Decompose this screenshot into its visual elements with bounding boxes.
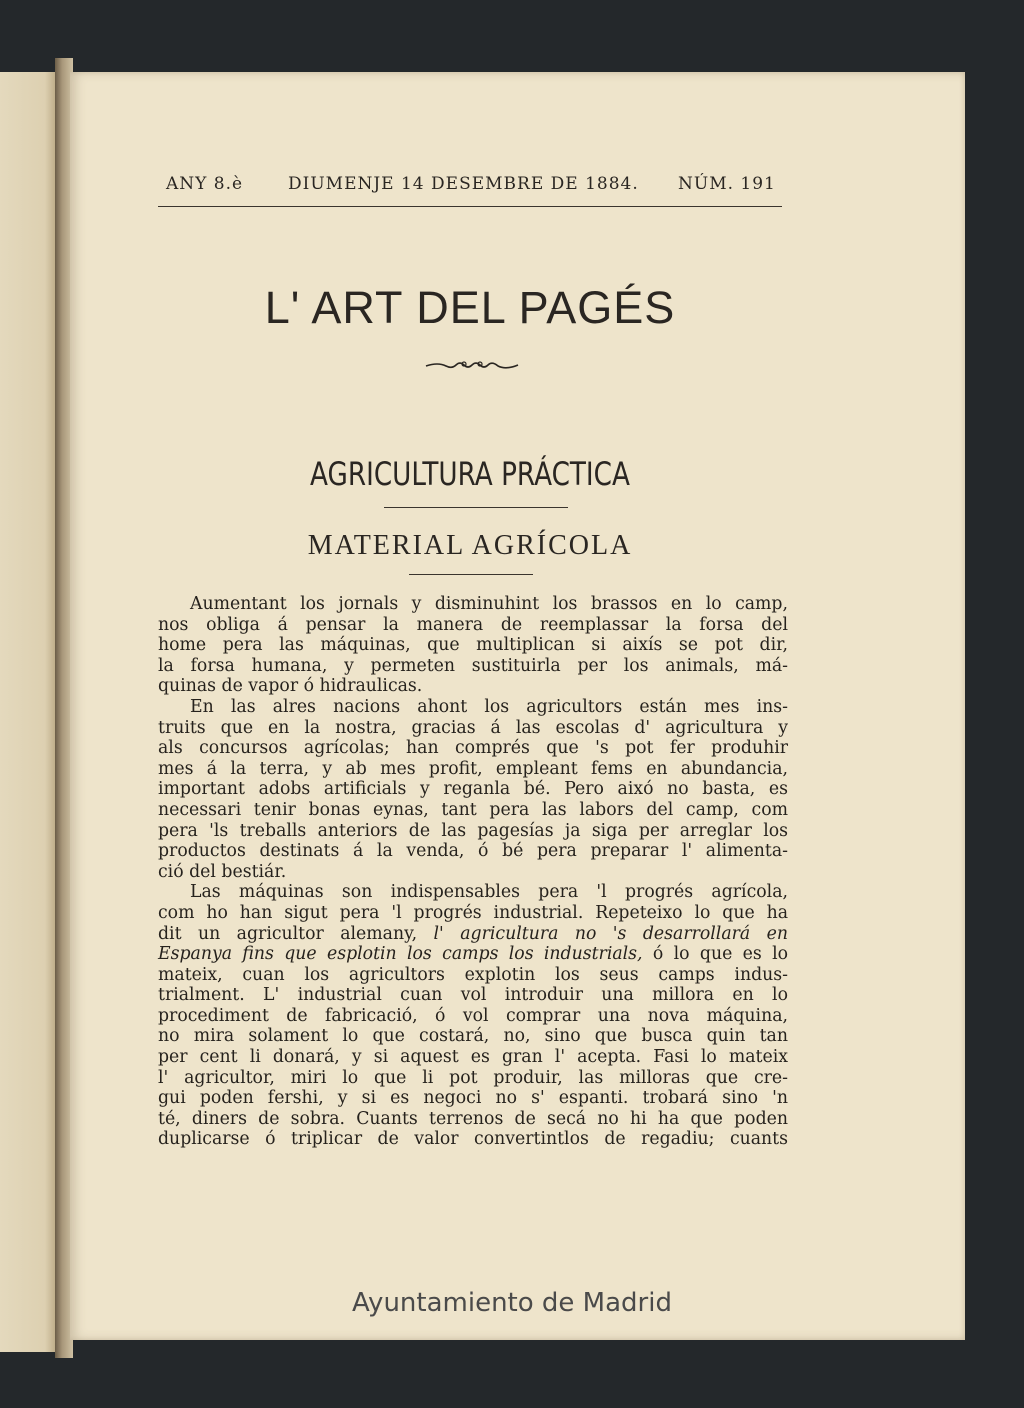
text-line: truits que en la nostra, gracias á las escolas d' agricultura y [158, 717, 788, 738]
text-line-mixed [158, 944, 788, 965]
text-line: trialment. L' industrial cuan vol introduir una millora en lo [158, 985, 788, 1006]
text-line: l' agricultor, miri lo que li pot produir, las milloras que cre- [158, 1067, 788, 1088]
text-line: Las máquinas son indispensables pera 'l progrés agrícola, [190, 882, 788, 903]
text-line: als concursos agrícolas; han comprés que 's pot fer produhir [158, 738, 788, 759]
text-line: procediment de fabricació, ó vol comprar una nova máquina, [158, 1005, 788, 1026]
text-line: mateix, cuan los agricultors explotin los seus camps indus- [158, 964, 788, 985]
ornamental-flourish-icon [424, 358, 520, 372]
subsection-title: MATERIAL AGRÍCOLA [307, 530, 633, 561]
text-segment: dit un agricultor alemany, [158, 923, 418, 944]
issue-date: DIUMENJE 14 DESEMBRE DE 1884. [288, 174, 639, 194]
text-line: nos obliga á pensar la manera de reemplassar la forsa del [158, 614, 788, 635]
text-line: home pera las máquinas, que multiplican si aixís se pot dir, [158, 635, 788, 656]
italic-quote: l' agricultura no 's desarrollará en [433, 923, 788, 944]
header-rule [158, 206, 782, 207]
issue-year: ANY 8.è [166, 174, 244, 194]
text-line-mixed [158, 924, 788, 945]
text-line: duplicarse ó triplicar de valor convertintlos de regadiu; cuants [158, 1129, 788, 1150]
text-line: Aumentant los jornals y disminuhint los brassos en lo camp, [190, 594, 788, 614]
text-line: gui poden fershi, y si es negoci no s' espanti. trobará sino 'n [158, 1088, 788, 1109]
text-line: En las alres nacions ahont los agricultors están mes ins- [190, 696, 788, 717]
text-line: quinas de vapor ó hidraulicas. [158, 676, 423, 697]
journal-title: L' ART DEL PAGÉS [264, 282, 676, 333]
text-line: com ho han sigut pera 'l progrés industrial. Repeteixo lo que ha [158, 902, 788, 923]
text-line: productos destinats á la venda, ó bé pera preparar l' alimenta- [158, 841, 788, 862]
text-segment: ó lo que es lo [652, 944, 788, 965]
facing-page-edge [0, 72, 60, 1352]
section-title: AGRICULTURA PRÁCTICA [310, 455, 630, 493]
text-line: necessari tenir bonas eynas, tant pera las labors del camp, com [158, 799, 788, 820]
text-line: per cent li donará, y si aquest es gran l' acepta. Fasi lo mateix [158, 1047, 788, 1068]
article-body [158, 594, 788, 1150]
text-line: la forsa humana, y permeten sustituirla per los animals, má- [158, 655, 788, 676]
issue-number: NÚM. 191 [678, 174, 776, 194]
subsection-rule [409, 574, 533, 575]
issue-header [158, 174, 782, 198]
watermark: Ayuntamiento de Madrid [352, 1288, 672, 1318]
section-rule [384, 507, 568, 508]
text-line: important adobs artificials y reganla bé. Pero aixó no basta, es [158, 779, 788, 800]
text-line: no mira solament lo que costará, no, sino que busca quin tan [158, 1026, 788, 1047]
text-line: pera 'ls treballs anteriors de las pagesías ja siga per arreglar los [158, 820, 788, 841]
text-line: té, diners de sobra. Cuants terrenos de secá no hi ha que poden [158, 1108, 788, 1129]
italic-quote: Espanya fins que esplotin los camps los industrials, [158, 944, 643, 965]
text-line: mes á la terra, y ab mes profit, empleant fems en abundancia, [158, 758, 788, 779]
text-line: ció del bestiár. [158, 861, 287, 882]
